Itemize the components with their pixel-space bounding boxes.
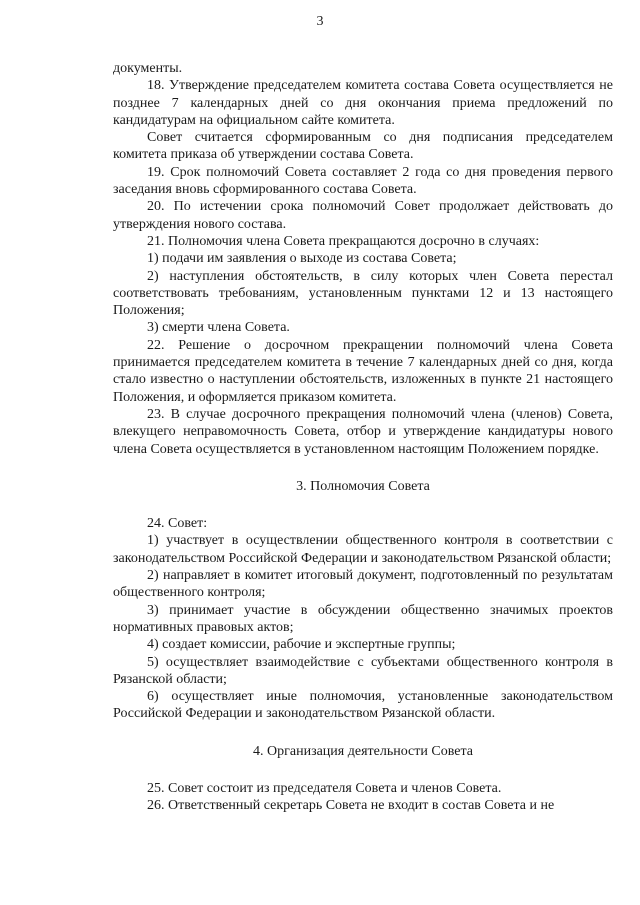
paragraph: 21. Полномочия члена Совета прекращаются досрочно в случаях: [147, 233, 540, 249]
paragraph: 1) участвует в осуществлении общественного контроля в соответствии с законодательством Российской Федерации и законодательством Рязанской области; [113, 533, 613, 566]
section-2-continuation [113, 60, 613, 458]
page-number: 3 [316, 14, 324, 29]
paragraph: 25. Совет состоит из председателя Совета и членов Совета. [147, 780, 502, 796]
paragraph: 18. Утверждение председателем комитета состава Совета осуществляется не позднее 7 календарных дней со дня окончания приема предложений по кандидатурам на официальном сайте комитета. [113, 78, 613, 128]
section-4-body [113, 780, 613, 815]
section-3-body [113, 515, 613, 723]
paragraph: 2) направляет в комитет итоговый документ, подготовленный по результатам общественного контроля; [113, 568, 613, 601]
paragraph: 5) осуществляет взаимодействие с субъектами общественного контроля в Рязанской области; [113, 654, 613, 687]
paragraph: документы. [113, 61, 183, 76]
paragraph: 3) принимает участие в обсуждении общественно значимых проектов нормативных правовых актов; [113, 602, 613, 635]
paragraph: 1) подачи им заявления о выходе из состава Совета; [147, 251, 457, 267]
paragraph: 22. Решение о досрочном прекращении полномочий члена Совета принимается председателем комитета в течение 7 календарных дней со дня, когда стало известно о наступлении обстоятельств, изложенных в пункте 21 настоящего Положения, и оформляется приказом комитета. [113, 337, 613, 405]
section-3-heading: 3. Полномочия Совета [296, 478, 430, 494]
paragraph: 26. Ответственный секретарь Совета не входит в состав Совета и не [147, 798, 555, 814]
section-4-heading: 4. Организация деятельности Совета [253, 743, 473, 759]
paragraph: 24. Совет: [147, 516, 208, 532]
paragraph: 6) осуществляет иные полномочия, установленные законодательством Российской Федерации и законодательством Рязанской области. [113, 689, 613, 722]
paragraph: 19. Срок полномочий Совета составляет 2 года со дня проведения первого заседания вновь сформированного состава Совета. [113, 164, 613, 198]
document-body [113, 60, 613, 815]
paragraph: 20. По истечении срока полномочий Совет продолжает действовать до утверждения нового состава. [113, 199, 613, 232]
paragraph: 2) наступления обстоятельств, в силу которых член Совета перестал соответствовать требованиям, установленным пунктами 12 и 13 настоящего Положения; [113, 268, 613, 319]
paragraph: Совет считается сформированным со дня подписания председателем комитета приказа об утверждении состава Совета. [113, 130, 613, 163]
paragraph: 4) создает комиссии, рабочие и экспертные группы; [147, 637, 456, 653]
paragraph: 3) смерти члена Совета. [147, 320, 290, 336]
paragraph: 23. В случае досрочного прекращения полномочий члена (членов) Совета, влекущего неправомочность Совета, отбор и утверждение кандидатуры нового члена Совета осуществляется в установленном настоящим Положением порядке. [113, 406, 613, 457]
